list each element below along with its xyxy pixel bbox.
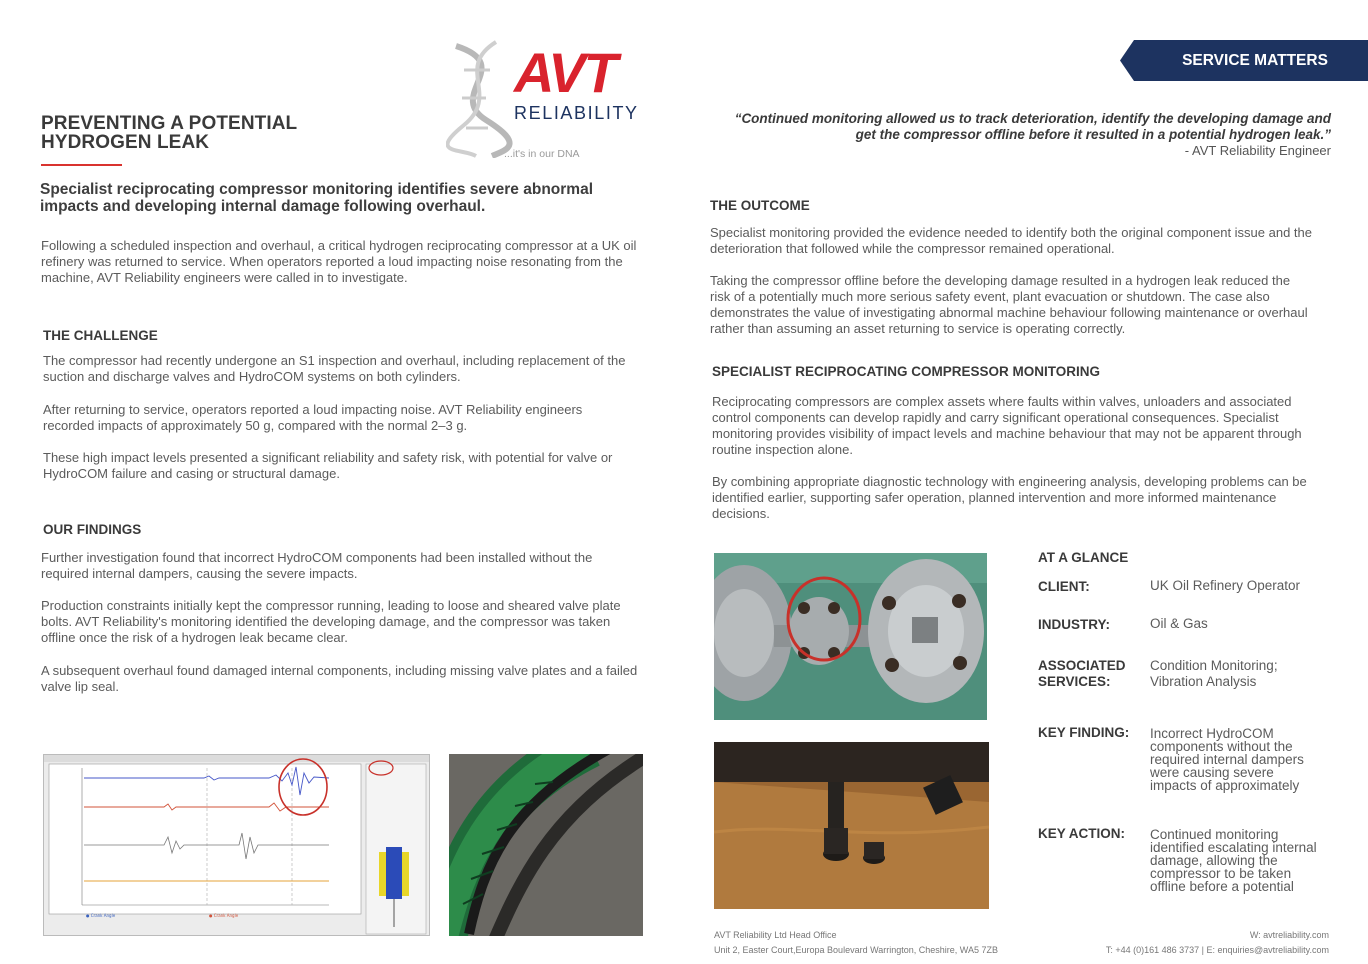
footer-office: AVT Reliability Ltd Head Office: [714, 930, 837, 940]
challenge-paragraph-3: These high impact levels presented a significant reliability and safety risk, with potential for valve or HydroCOM failure and casing or structural damage.: [43, 450, 613, 481]
quote-line-1: “Continued monitoring allowed us to track deterioration, identify the developing damage and: [734, 111, 1331, 126]
glance-heading: AT A GLANCE: [1038, 550, 1129, 565]
client-value: UK Oil Refinery Operator: [1150, 578, 1301, 593]
key-action-line: identified escalating internal: [1150, 840, 1317, 855]
page-title: [41, 114, 297, 152]
key-finding-line: Incorrect HydroCOM: [1150, 726, 1274, 741]
challenge-paragraph-1: The compressor had recently undergone an S1 inspection and overhaul, including replacement of the suction and discharge valves and HydroCOM systems on both cylinders.: [43, 353, 626, 384]
key-action-line: compressor to be taken: [1150, 866, 1292, 881]
findings-heading: OUR FINDINGS: [43, 522, 142, 537]
client-label: CLIENT:: [1038, 579, 1090, 594]
key-action-line: offline before a potential: [1150, 879, 1294, 894]
svg-text:● Crank Angle: ● Crank Angle: [209, 913, 239, 918]
outcome-heading: THE OUTCOME: [710, 198, 810, 213]
key-action-value: [1150, 828, 1317, 893]
findings-paragraph-3: A subsequent overhaul found damaged internal components, including missing valve plates and a failed valve lip seal.: [41, 663, 638, 694]
svg-text:● Crank Angle: ● Crank Angle: [86, 913, 116, 918]
services-value-line-1: Condition Monitoring;: [1150, 658, 1278, 673]
outcome-paragraph-2: Taking the compressor offline before the developing damage resulted in a hydrogen leak reduced the risk of a potentially much more serious safety event, plant evacuation or shutdown. The case also demonstrates the value of investigating abnormal machine behaviour following maintenance or overhaul rather than assuming an asset returning to service is operating correctly.: [710, 273, 1308, 336]
footer-contact[interactable]: T: +44 (0)161 486 3737 | E: enquiries@avtreliability.com: [1105, 945, 1329, 955]
compressor-photo: [714, 553, 987, 720]
services-label: [1038, 658, 1126, 690]
engineer-quote: [691, 111, 1331, 159]
footer-address: Unit 2, Easter Court,Europa Boulevard Warrington, Cheshire, WA5 7ZB: [714, 945, 998, 955]
monitoring-heading: SPECIALIST RECIPROCATING COMPRESSOR MONITORING: [712, 364, 1101, 379]
key-action-line: damage, allowing the: [1150, 853, 1278, 868]
key-finding-label: KEY FINDING:: [1038, 725, 1130, 740]
monitoring-paragraph-2: By combining appropriate diagnostic technology with engineering analysis, developing problems can be identified earlier, supporting safer operation, planned intervention and more informed maintenance decisions.: [712, 474, 1307, 521]
damaged-parts-photo: [714, 742, 989, 909]
waveform-analysis-image: [43, 754, 430, 936]
logo-sub: RELIABILITY: [514, 103, 639, 123]
key-finding-line: components without the: [1150, 739, 1293, 754]
intro-paragraph: Following a scheduled inspection and overhaul, a critical hydrogen reciprocating compressor at a UK oil refinery was returned to service. When operators reported a loud impacting noise resonating from the machine, AVT Reliability engineers were called in to investigate.: [41, 238, 637, 285]
key-action-label: KEY ACTION:: [1038, 826, 1126, 841]
footer-contact-block: [1106, 928, 1329, 958]
industry-value: Oil & Gas: [1150, 616, 1208, 631]
logo-brand: AVT: [514, 41, 616, 104]
company-logo: [446, 40, 646, 164]
title-divider: [41, 164, 122, 166]
outcome-paragraph-1: Specialist monitoring provided the evidence needed to identify both the original component issue and the deterioration that followed while the compressor remained operational.: [710, 225, 1313, 256]
key-finding-line: impacts of approximately: [1150, 778, 1300, 793]
key-finding-value: [1150, 727, 1304, 792]
lede: Specialist reciprocating compressor monitoring identifies severe abnormal impacts and developing internal damage following overhaul.: [40, 181, 593, 215]
page-title-line-2: HYDROGEN LEAK: [41, 132, 210, 153]
challenge-paragraph-2: After returning to service, operators reported a loud impacting noise. AVT Reliability engineers recorded impacts of approximately 50 g, compared with the normal 2–3 g.: [43, 402, 583, 433]
findings-paragraph-1: Further investigation found that incorrect HydroCOM components had been installed without the required internal dampers, causing the severe impacts.: [41, 550, 593, 581]
services-label-line-2: SERVICES:: [1038, 674, 1111, 689]
services-label-line-1: ASSOCIATED: [1038, 658, 1126, 673]
valve-closeup-image: [449, 754, 643, 936]
logo-tagline: ...it's in our DNA: [504, 148, 580, 160]
banner-label: SERVICE MATTERS: [1182, 52, 1328, 69]
challenge-heading: THE CHALLENGE: [43, 328, 158, 343]
quote-attribution: - AVT Reliability Engineer: [1184, 143, 1331, 158]
key-finding-line: were causing severe: [1150, 765, 1274, 780]
key-finding-line: required internal dampers: [1150, 752, 1304, 767]
industry-label: INDUSTRY:: [1038, 617, 1110, 632]
key-action-line: Continued monitoring: [1150, 827, 1279, 842]
footer-web[interactable]: W: avtreliability.com: [1249, 930, 1329, 940]
quote-line-2: get the compressor offline before it resulted in a potential hydrogen leak.”: [855, 127, 1331, 142]
services-value-line-2: Vibration Analysis: [1150, 674, 1257, 689]
page-title-line-1: PREVENTING A POTENTIAL: [41, 113, 298, 134]
monitoring-paragraph-1: Reciprocating compressors are complex assets where faults within valves, unloaders and associated control components can develop rapidly and carry significant operational consequences. Specialist monitoring provides visibility of impact levels and machine behaviour that may not be apparent through routine inspection alone.: [712, 394, 1302, 457]
footer-address-block: [714, 928, 998, 958]
services-value: [1150, 658, 1278, 690]
findings-paragraph-2: Production constraints initially kept the compressor running, leading to loose and sheared valve plate bolts. AVT Reliability's monitoring identified the developing damage, and the compressor was taken offline once the risk of a hydrogen leak became clear.: [41, 598, 621, 645]
